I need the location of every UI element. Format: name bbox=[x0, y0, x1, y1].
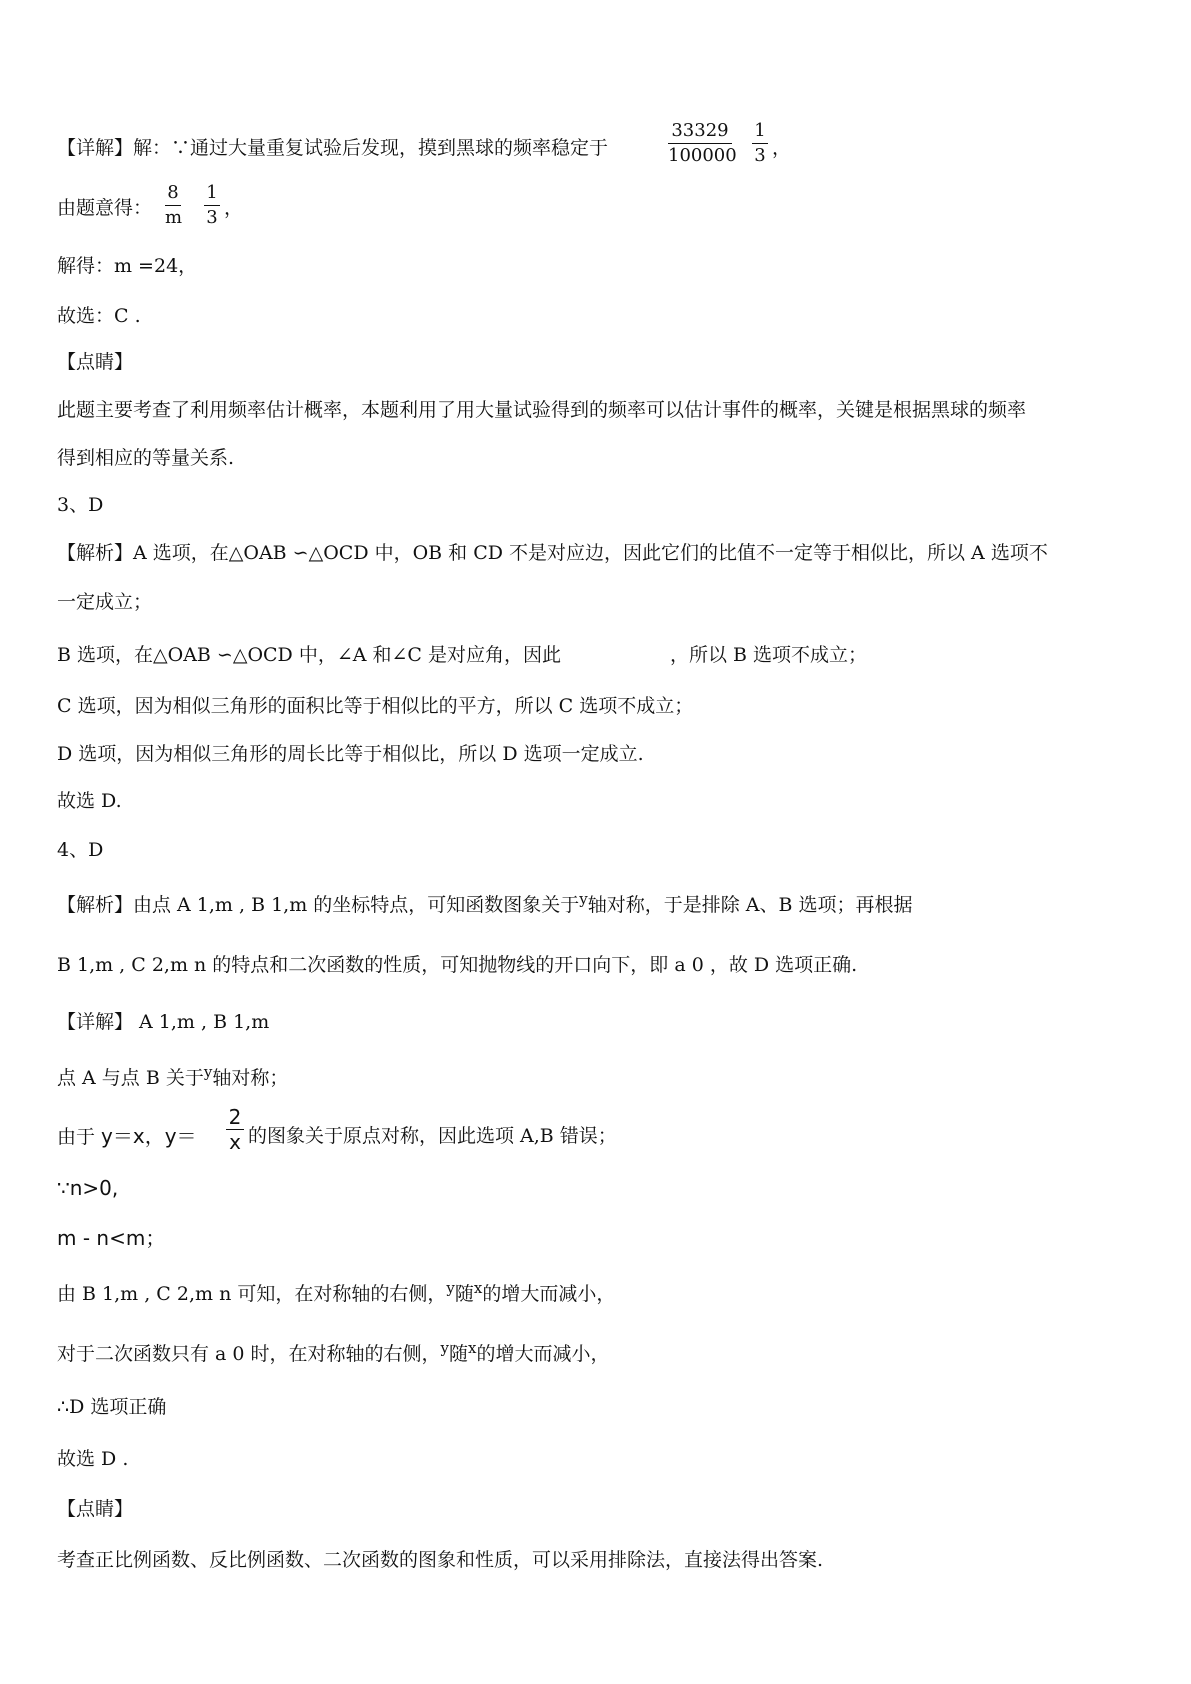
monotonic-text: 由 B 1,m , C 2,m n 可知，在对称轴的右侧， bbox=[57, 1283, 447, 1305]
detail-line-1 bbox=[57, 136, 608, 160]
answer-line: 故选：C . bbox=[57, 305, 141, 327]
fraction-one-third bbox=[204, 182, 220, 229]
section-heading: 【点睛】 bbox=[57, 351, 134, 373]
question-number: 3、D bbox=[57, 494, 104, 516]
monotonic-text: 对于二次函数只有 a 0 时，在对称轴的右侧， bbox=[57, 1343, 441, 1365]
monotonic-text-mid: 随 bbox=[449, 1343, 469, 1365]
analysis-text-tail: 轴对称，于是排除 A、B 选项；再根据 bbox=[587, 894, 913, 916]
variable-x: x bbox=[468, 1339, 477, 1357]
option-c-line: C 选项，因为相似三角形的面积比等于相似比的平方，所以 C 选项不成立； bbox=[57, 695, 694, 717]
symmetry-text: 点 A 与点 B 关于 bbox=[57, 1067, 204, 1089]
fraction-numerator: 1 bbox=[754, 120, 766, 141]
fraction-numerator: 33329 bbox=[671, 120, 729, 141]
answer-line: 故选 D . bbox=[57, 1448, 129, 1470]
analysis-line-1: 【解析】A 选项，在△OAB ∽△OCD 中，OB 和 CD 不是对应边，因此它们的比值不一定等于相似比，所以 A 选项不 bbox=[57, 542, 1048, 564]
punctuation: ， bbox=[772, 137, 792, 159]
fraction-numerator: 8 bbox=[167, 182, 179, 203]
fraction-bar bbox=[204, 205, 220, 206]
monotonic-line-2 bbox=[57, 1339, 610, 1367]
function-conclusion: 的图象关于原点对称，因此选项 A,B 错误； bbox=[248, 1125, 617, 1147]
comment-line-1: 此题主要考查了利用频率估计概率，本题利用了用大量试验得到的频率可以估计事件的概率，关键是根据黑球的频率 bbox=[57, 399, 1027, 421]
fraction-denominator: 3 bbox=[754, 145, 766, 166]
question-number: 4、D bbox=[57, 839, 104, 861]
monotonic-text-tail: 的增大而减小， bbox=[476, 1343, 610, 1365]
fraction-one-third bbox=[752, 120, 768, 167]
option-b-line bbox=[57, 643, 561, 667]
solution-line: 解得：m =24， bbox=[57, 255, 198, 277]
fraction-denominator: m bbox=[165, 207, 183, 228]
function-intro: 由于 bbox=[57, 1126, 102, 1148]
fraction-33329-100000 bbox=[668, 120, 737, 167]
condition-line: ∵n>0, bbox=[57, 1176, 119, 1200]
fraction-denominator: 100000 bbox=[668, 145, 737, 166]
option-b-text: B 选项，在△OAB ∽△OCD 中，∠A 和∠C 是对应角，因此 bbox=[57, 644, 562, 666]
symmetry-line bbox=[57, 1063, 289, 1091]
fraction-bar bbox=[668, 143, 732, 144]
analysis-text: B 1,m , C 2,m n 的特点和二次函数的性质，可知抛物线的开口向下，即 a 0 ，故 D 选项正确. bbox=[57, 954, 858, 976]
variable-x: x bbox=[473, 1279, 483, 1297]
variable-y: y bbox=[203, 1063, 213, 1081]
fraction-denominator: x bbox=[229, 1130, 241, 1154]
analysis-line-2: 一定成立； bbox=[57, 591, 153, 613]
monotonic-line-1 bbox=[57, 1279, 616, 1307]
symmetry-text-tail: 轴对称； bbox=[212, 1067, 289, 1089]
analysis-line-3 bbox=[57, 890, 913, 918]
analysis-text: 【解析】由点 A 1,m , B 1,m 的坐标特点，可知函数图象关于 bbox=[57, 894, 580, 916]
equation-intro: 由题意得： bbox=[57, 197, 153, 219]
option-d-line: D 选项，因为相似三角形的周长比等于相似比，所以 D 选项一定成立. bbox=[57, 743, 644, 765]
fraction-bar bbox=[752, 143, 768, 144]
monotonic-text-mid: 随 bbox=[454, 1283, 474, 1305]
fraction-8-over-m bbox=[165, 182, 181, 229]
variable-y: y bbox=[440, 1339, 450, 1357]
fraction-numerator: 2 bbox=[228, 1105, 242, 1129]
conclusion-line: ∴D 选项正确 bbox=[57, 1396, 167, 1418]
fraction-numerator: 1 bbox=[206, 182, 218, 203]
analysis-line-4 bbox=[57, 953, 857, 977]
variable-y: y bbox=[579, 890, 588, 908]
detail-heading-line: 【详解】 A 1,m , B 1,m bbox=[57, 1011, 270, 1033]
answer-line: 故选 D. bbox=[57, 790, 122, 812]
inequality-line: m - n<m； bbox=[57, 1226, 166, 1250]
option-b-conclusion: ，所以 B 选项不成立； bbox=[670, 644, 868, 666]
section-heading: 【点睛】 bbox=[57, 1498, 134, 1520]
punctuation: ， bbox=[224, 197, 244, 219]
fraction-bar bbox=[165, 205, 181, 206]
fraction-2-over-x bbox=[226, 1106, 244, 1153]
detail-intro-text: 【详解】解：∵通过大量重复试验后发现，摸到黑球的频率稳定于 bbox=[57, 137, 609, 159]
function-expression: y＝x，y＝ bbox=[101, 1124, 197, 1148]
variable-y: y bbox=[446, 1279, 455, 1297]
function-line bbox=[57, 1124, 197, 1149]
fraction-denominator: 3 bbox=[206, 207, 218, 228]
comment-line: 考查正比例函数、反比例函数、二次函数的图象和性质，可以采用排除法，直接法得出答案. bbox=[57, 1549, 824, 1571]
monotonic-text-tail: 的增大而减小， bbox=[482, 1283, 616, 1305]
comment-line-2: 得到相应的等量关系. bbox=[57, 447, 235, 469]
